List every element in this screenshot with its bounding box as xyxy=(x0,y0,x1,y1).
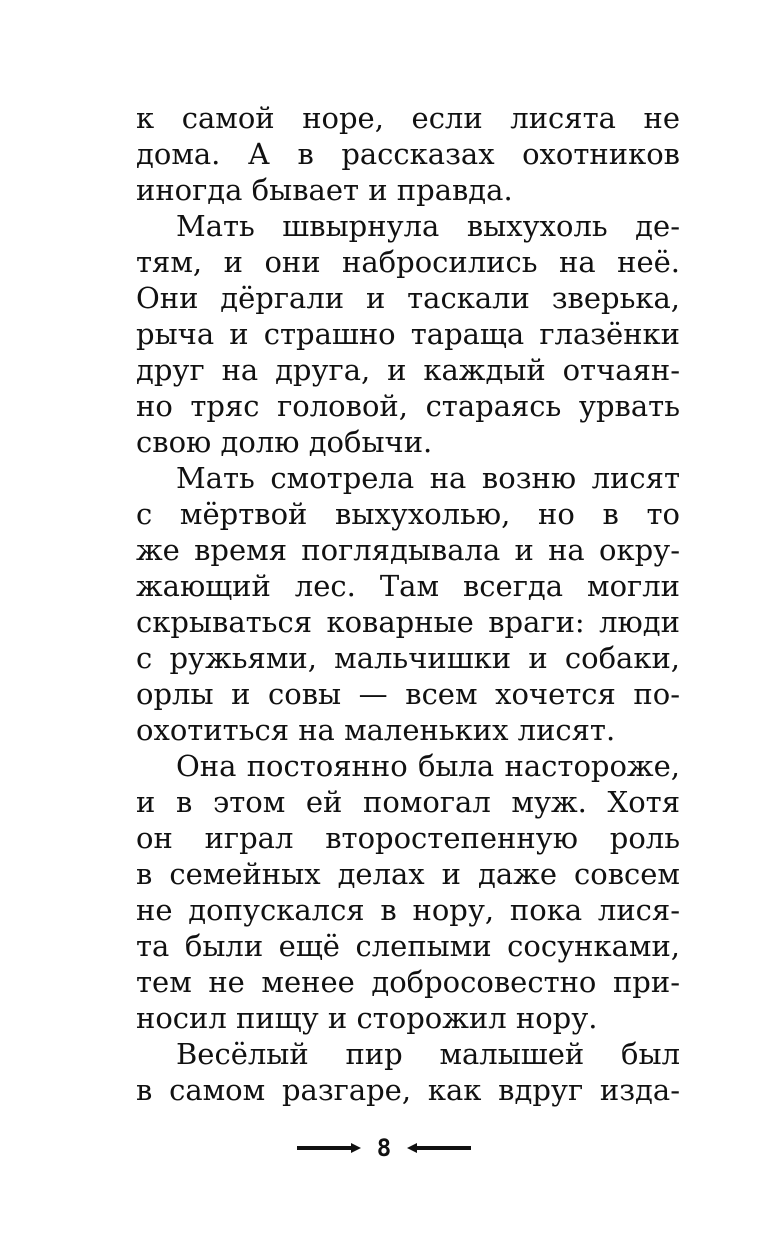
text-line: но тряс головой, стараясь урвать xyxy=(136,389,680,423)
text-line: с мёртвой выхухолью, но в то xyxy=(136,497,680,531)
text-line: Мать швырнула выхухоль де- xyxy=(176,209,680,243)
text-line: свою долю добычи. xyxy=(136,425,433,459)
text-line: он играл второстепенную роль xyxy=(136,821,680,855)
text-line: и в этом ей помогал муж. Хотя xyxy=(136,785,680,819)
page-text xyxy=(136,100,680,1108)
page-footer xyxy=(0,1128,768,1168)
text-line: в семейных делах и даже совсем xyxy=(136,857,680,891)
folio-left-arrow-icon xyxy=(297,1146,351,1150)
text-line: та были ещё слепыми сосунками, xyxy=(136,929,680,963)
folio-right-arrow-icon xyxy=(417,1146,471,1150)
text-line: тем не менее добросовестно при- xyxy=(136,965,680,999)
text-line: тям, и они набросились на неё. xyxy=(136,245,680,279)
paragraph-3 xyxy=(136,460,680,748)
text-line: Она постоянно была настороже, xyxy=(176,749,680,783)
text-line: Они дёргали и таскали зверька, xyxy=(136,281,680,315)
paragraph-2 xyxy=(136,208,680,460)
text-line: иногда бывает и правда. xyxy=(136,173,513,207)
text-line: орлы и совы — всем хочется по- xyxy=(136,677,680,711)
text-line: Весёлый пир малышей был xyxy=(176,1037,680,1071)
text-line: Мать смотрела на возню лисят xyxy=(176,461,680,495)
paragraph-4 xyxy=(136,748,680,1036)
text-line: охотиться на маленьких лисят. xyxy=(136,713,616,747)
text-line: в самом разгаре, как вдруг изда- xyxy=(136,1073,680,1107)
text-line: рыча и страшно тараща глазёнки xyxy=(136,317,680,351)
paragraph-5 xyxy=(136,1036,680,1108)
text-line: с ружьями, мальчишки и собаки, xyxy=(136,641,680,675)
paragraph-1 xyxy=(136,100,680,208)
text-line: дома. А в рассказах охотников xyxy=(136,137,680,171)
text-line: к самой норе, если лисята не xyxy=(136,101,680,135)
text-line: не допускался в нору, пока лися- xyxy=(136,893,680,927)
text-line: друг на друга, и каждый отчаян- xyxy=(136,353,680,387)
text-line: жающий лес. Там всегда могли xyxy=(136,569,680,603)
text-line: носил пищу и сторожил нору. xyxy=(136,1001,598,1035)
text-line: же время поглядывала и на окру- xyxy=(136,533,680,567)
page-number: 8 xyxy=(376,1134,392,1162)
text-line: скрываться коварные враги: люди xyxy=(136,605,680,639)
